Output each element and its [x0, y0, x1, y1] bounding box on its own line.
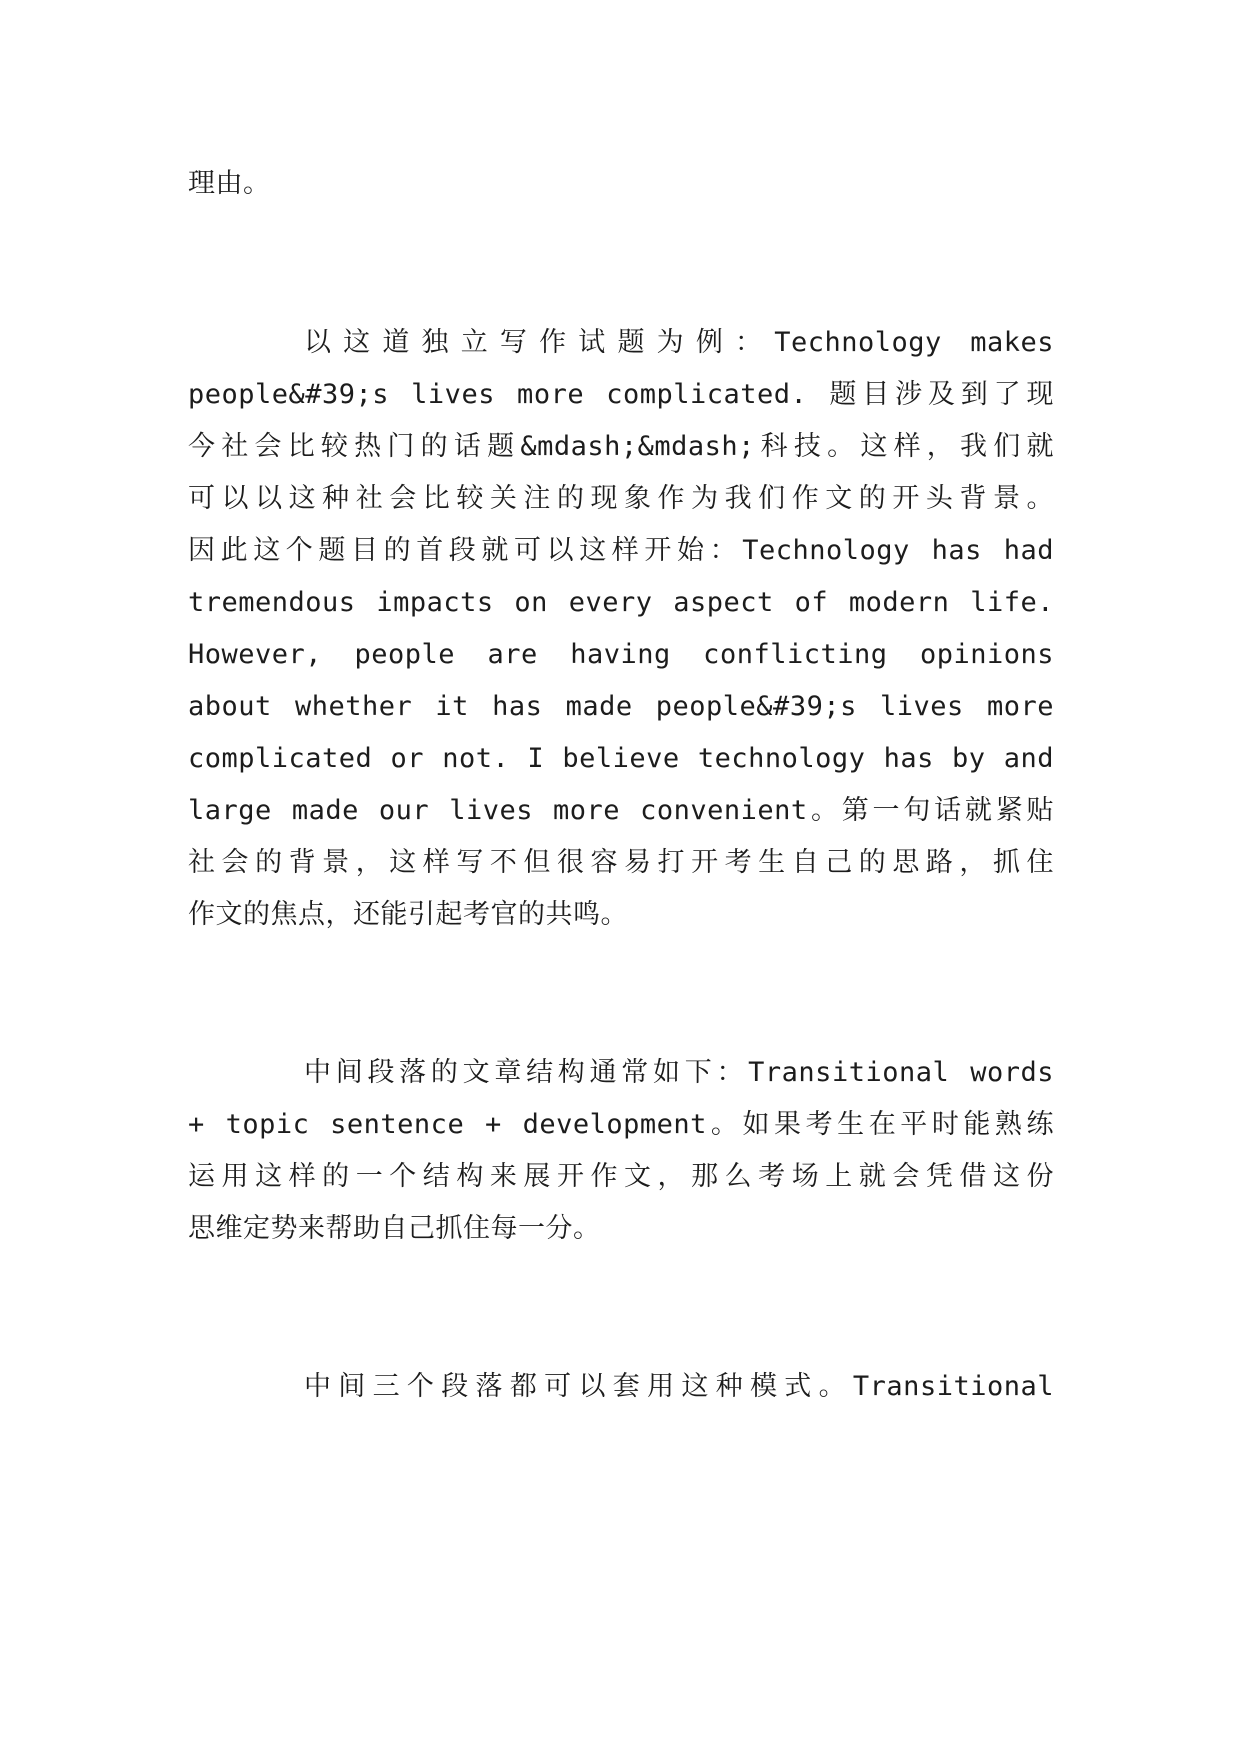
paragraph-line: 中间段落的文章结构通常如下：Transitional words [304, 1057, 1054, 1088]
paragraph-line: people&#39;s lives more complicated. 题目涉及到了现 [188, 379, 1054, 410]
paragraph-line: 中间三个段落都可以套用这种模式。Transitional [304, 1371, 1054, 1402]
paragraph-line: about whether it has made people&#39;s lives more [188, 691, 1054, 722]
paragraph-line: complicated or not. I believe technology has by and [188, 743, 1054, 774]
paragraph-line: However, people are having conflicting opinions [188, 639, 1054, 670]
paragraph-line: 思维定势来帮助自己抓住每一分。 [188, 1213, 601, 1244]
paragraph-line: + topic sentence + development。如果考生在平时能熟练 [188, 1109, 1054, 1140]
paragraph-line: 运用这样的一个结构来展开作文，那么考场上就会凭借这份 [188, 1161, 1054, 1192]
paragraph-line: 作文的焦点，还能引起考官的共鸣。 [188, 899, 628, 930]
paragraph-line: 以这道独立写作试题为例：Technology makes [304, 327, 1054, 358]
paragraph-line: tremendous impacts on every aspect of modern life. [188, 587, 1054, 618]
paragraph-line: large made our lives more convenient。第一句话就紧贴 [188, 795, 1054, 826]
paragraph-line: 社会的背景，这样写不但很容易打开考生自己的思路，抓住 [188, 847, 1054, 878]
paragraph-line: 可以以这种社会比较关注的现象作为我们作文的开头背景。 [188, 483, 1054, 514]
paragraph-line: 因此这个题目的首段就可以这样开始：Technology has had [188, 535, 1054, 566]
paragraph-line: 今社会比较热门的话题&mdash;&mdash;科技。这样，我们就 [188, 431, 1054, 462]
paragraph-line: 理由。 [188, 168, 271, 199]
